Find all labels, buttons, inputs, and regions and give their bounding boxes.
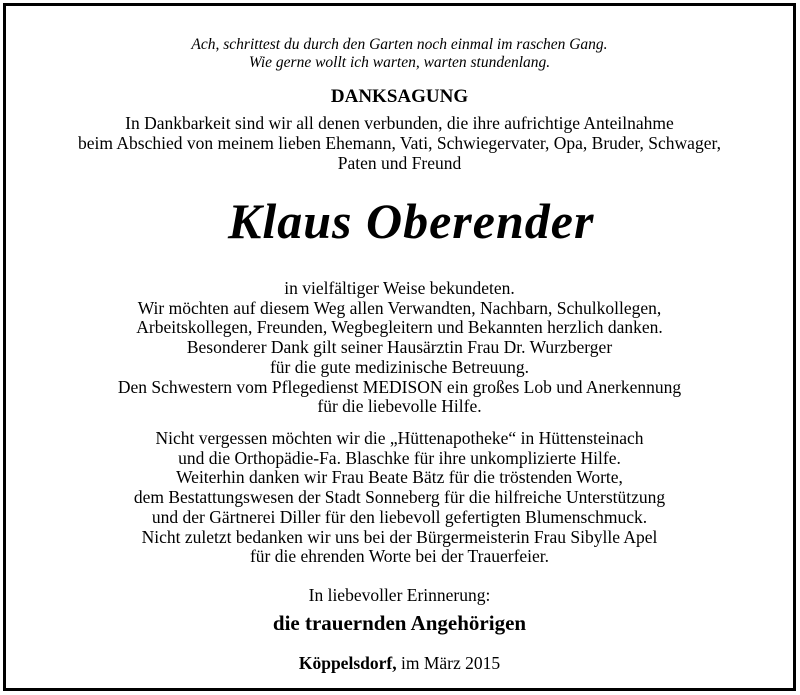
intro-line: In Dankbarkeit sind wir all denen verbunden, die ihre aufrichtige Anteilnahme	[125, 113, 674, 133]
thanks-line: Den Schwestern vom Pflegedienst MEDISON ein großes Lob und Anerkennung	[117, 376, 682, 397]
thanks-line: dem Bestattungswesen der Stadt Sonneberg für die hilfreiche Unterstützung	[133, 487, 666, 508]
deceased-name: Klaus Oberender	[228, 193, 595, 249]
thanks-line: Weiterhin danken wir Frau Beate Bätz für die tröstenden Worte,	[176, 467, 623, 488]
intro-line: beim Abschied von meinem lieben Ehemann, Vati, Schwiegervater, Opa, Bruder, Schwager,	[78, 133, 721, 153]
intro-line: Paten und Freund	[337, 153, 462, 173]
heading: DANKSAGUNG	[330, 86, 469, 107]
thanks-line: und die Orthopädie-Fa. Blaschke für ihre unkomplizierte Hilfe.	[178, 447, 621, 468]
poem-verse	[6, 36, 793, 72]
thanks-line: Besonderer Dank gilt seiner Hausärztin Frau Dr. Wurzberger	[186, 337, 613, 358]
thanks-line: in vielfältiger Weise bekundeten.	[284, 278, 515, 298]
thanks-line: für die gute medizinische Betreuung.	[269, 356, 529, 377]
notice-frame	[3, 3, 796, 691]
thanks-line: Wir möchten auf diesem Weg allen Verwandten, Nachbarn, Schulkollegen,	[137, 297, 662, 318]
thanks-line: Arbeitskollegen, Freunden, Wegbegleitern und Bekannten herzlich danken.	[136, 317, 663, 338]
thanks-line: für die ehrenden Worte bei der Trauerfeier.	[249, 546, 550, 567]
intro-text	[6, 113, 793, 173]
thanks-line: für die liebevolle Hilfe.	[317, 396, 482, 417]
place-name: Köppelsdorf,	[298, 653, 397, 673]
memory-line: In liebevoller Erinnerung:	[308, 585, 491, 605]
thanks-line: Nicht vergessen möchten wir die „Hüttenapotheke“ in Hüttensteinach	[155, 428, 644, 448]
thanks-text	[6, 279, 793, 417]
place-date-line	[6, 652, 793, 674]
thanks-line: Nicht zuletzt bedanken wir uns bei der Bürgermeisterin Frau Sibylle Apel	[141, 526, 658, 547]
thanks-line: und der Gärtnerei Diller für den liebevoll gefertigten Blumenschmuck.	[151, 506, 648, 527]
poem-line: Ach, schrittest du durch den Garten noch einmal im raschen Gang.	[191, 36, 608, 53]
poem-line: Wie gerne wollt ich warten, warten stundenlang.	[248, 54, 551, 71]
date-text: im März 2015	[400, 653, 501, 673]
family-signature: die trauernden Angehörigen	[272, 611, 527, 635]
thanks-text-continued	[6, 429, 793, 567]
